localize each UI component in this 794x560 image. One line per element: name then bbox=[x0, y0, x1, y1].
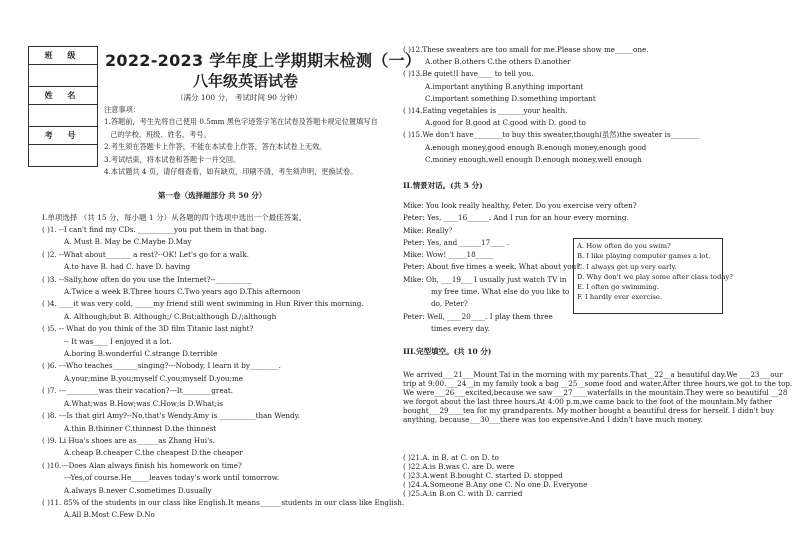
question-line: A.other B.others C.the others D.another bbox=[425, 57, 571, 67]
note-line: 3.考试结束，将本试卷和答题卡一并交回。 bbox=[104, 154, 241, 164]
name-blank[interactable] bbox=[29, 105, 98, 127]
question-line: ( )7. ---_________was their vacation?---It________great. bbox=[42, 386, 234, 396]
section1-heading: I.单项选择 （共 15 分，每小题 1 分）从各题的四个选项中选出一个最佳答案。 bbox=[42, 213, 307, 222]
cloze-passage bbox=[403, 370, 792, 424]
dialogue-option: B. I like playing computer games a lot. bbox=[577, 252, 711, 261]
dialogue-line: Peter: Yes, ____16______. And I run for an hour every morning. bbox=[403, 213, 629, 223]
class-label: 班 级 bbox=[29, 47, 98, 65]
question-line: ( )2. --What about_______ a rest?--OK! Let's go for a walk. bbox=[42, 249, 249, 259]
question-line: A. Must B. May be C.Maybe D.May bbox=[64, 237, 192, 247]
question-line: ( )5. -- What do you think of the 3D film Titanic last night? bbox=[42, 324, 254, 334]
question-line: ( )11. 85% of the students in our class like English.It means______students in our class like English. bbox=[42, 497, 405, 507]
question-line: ( )4. ____it was very cold, _____my friend still went swimming in Hun River this morning. bbox=[42, 299, 364, 309]
dialogue-option: D. Why don't we play some after class today? bbox=[577, 272, 733, 281]
dialogue-line: do, Peter? bbox=[431, 299, 468, 309]
question-line: A.enough money,good enough B.enough money,enough good bbox=[425, 142, 647, 152]
dialogue-option: C. I always get up very early. bbox=[577, 262, 677, 271]
dialogue-line: Mike: Really？ bbox=[403, 225, 456, 235]
question-line: ( )6. ---Who teaches_______singing?---Nobody, I learn it by________. bbox=[42, 361, 281, 371]
dialogue-line: times every day. bbox=[431, 323, 490, 333]
question-line: A.What;was B.How;was C.How;is D.What;is bbox=[64, 398, 224, 408]
question-line: -- It was____ I enjoyed it a lot. bbox=[64, 336, 172, 346]
cloze-choices bbox=[403, 453, 587, 498]
part1-heading: 第一卷（选择题部分 共 50 分） bbox=[158, 191, 267, 200]
note-line: 4.本试题共 4 页，请仔细查看，如有缺页，印刷不清，考生须声明，更换试卷。 bbox=[104, 167, 358, 176]
mcq-right-column bbox=[403, 44, 699, 166]
seal-table bbox=[28, 46, 98, 167]
question-line: A.boring B.wonderful C.strange D.terrible bbox=[64, 349, 218, 359]
dialogue-option: E. I often go swimming. bbox=[577, 283, 660, 292]
question-line: ( )12.These sweaters are too small for me.Please show me_____one. bbox=[403, 45, 649, 54]
question-line: A.important anything B.anything important bbox=[425, 81, 584, 91]
section2-heading: II.情景对话。(共 5 分) bbox=[403, 181, 483, 190]
choice-line: ( )24.A.Someone B.Any one C. No one D. Everyone bbox=[403, 480, 588, 489]
mcq-left-column bbox=[42, 224, 404, 522]
dialogue-options-box bbox=[573, 238, 733, 314]
dialogue-line: Mike: You look really healthy, Peter. Do you exercise very often? bbox=[403, 201, 637, 210]
question-line: A.your;mine B.you;myself C.you;myself D.you;me bbox=[64, 373, 244, 383]
question-line: ( )8. ---Is that girl Amy?--No,that's Wendy.Amy is __________than Wendy. bbox=[42, 411, 300, 421]
question-line: ( )9. Li Hua's shoes are as______as Zhang Hui's. bbox=[42, 435, 216, 445]
question-line: ( )14.Eating vegetables is _______your health. bbox=[403, 106, 568, 116]
question-line: ( )13.Be quiet!I have____ to tell you. bbox=[403, 69, 534, 79]
question-line: A.cheap B.cheaper C.the cheapest D.the cheaper bbox=[64, 448, 243, 458]
note-line: 2.考生须在答题卡上作答，不能在本试卷上作答，答在本试卷上无效。 bbox=[104, 142, 327, 151]
dialogue-option: A. How often do you swim? bbox=[577, 242, 671, 250]
question-line: ---Yes,of course.He_____leaves today's work until tomorrow. bbox=[64, 473, 280, 483]
notes-heading: 注意事项： bbox=[104, 105, 140, 114]
passage-line: trip at 9:00.___24__in my family took a bag __25__some food and water.After three hours,we got to the top. bbox=[403, 379, 793, 388]
question-line: ( )15.We don't have________to buy this sweater,though(虽然)the sweater is________ bbox=[403, 130, 700, 140]
passage-line: We were___26___excited,because we saw___27____waterfalls in the mountain.They were so beautiful __28 bbox=[403, 388, 788, 397]
choice-line: ( )23.A.went B.bought C. started D. stopped bbox=[403, 471, 563, 480]
passage-line: anything, because___30___there was too expensive.And I didn't have much money. bbox=[403, 415, 703, 424]
question-line: A.Twice a week B.Three hours C.Two years ago D.This afternoon bbox=[64, 287, 301, 297]
section3-heading: III.完型填空。(共 10 分) bbox=[403, 347, 492, 356]
notes-list bbox=[104, 116, 378, 179]
dialogue-line: Peter: Well, ____20____. I play them three bbox=[403, 311, 553, 321]
question-line: ( )3. --Sally,how often do you use the Internet?--__________ bbox=[42, 274, 252, 284]
question-line: A.to have B. had C. have D. having bbox=[64, 262, 191, 272]
question-line: A.All B.Most C.Few D.No bbox=[64, 510, 155, 520]
id-label: 考 号 bbox=[29, 127, 98, 145]
question-line: A.thin B.thinner C.thinnest D.the thinnest bbox=[64, 423, 217, 433]
dialogue-line: Mike: Wow! _____18_____ bbox=[403, 250, 494, 260]
note-line: 1.答题前，考生先将自己使用 0.5mm 黑色字迹签字笔在试卷及答题卡规定位置填写自 bbox=[104, 117, 378, 126]
dialogue-option: F. I hardly ever exercise. bbox=[577, 293, 663, 302]
score-time: （满分 100 分， 考试时间 90 分钟） bbox=[176, 93, 302, 102]
class-blank[interactable] bbox=[29, 65, 98, 87]
note-line: 己的学校、班级、姓名、考号。 bbox=[110, 129, 211, 139]
question-line: A.always B.never C.sometimes D.usually bbox=[64, 485, 212, 495]
question-line: ( )10.---Does Alan always finish his homework on time? bbox=[42, 460, 242, 470]
passage-line: bought___29____tea for my grandparents. My mother bought a beautiful dress for herself. I didn't buy bbox=[403, 406, 775, 415]
question-line: C.money enough,well enough D.enough money,well enough bbox=[425, 154, 642, 164]
exam-title: 2022-2023 学年度上学期期末检测（一） bbox=[105, 51, 422, 70]
choice-line: ( )21.A. in B. at C. on D. to bbox=[403, 453, 499, 462]
question-line: C.important something D.something important bbox=[425, 93, 596, 103]
dialogue-line: Peter: About five times a week. What about you? bbox=[403, 262, 581, 272]
exam-subtitle: 八年级英语试卷 bbox=[193, 72, 299, 90]
choice-line: ( )25.A.in B.on C. with D. carried bbox=[403, 489, 523, 498]
dialogue-line: Mike: Oh, ___19___ I usually just watch TV in bbox=[403, 274, 567, 284]
passage-line: we forgot about the last three hours.At 4:00 p.m,we came back to the foot of the mountain.My father bbox=[403, 397, 773, 406]
dialogue-line: my free time. What else do you like to bbox=[431, 287, 570, 297]
passage-line: We arrived___21___Mount Tai in the morning with my parents.That__22__a beautiful day.We ___23___our bbox=[403, 370, 783, 379]
question-line: ( )1. --I can't find my CDs. __________you put them in that bag. bbox=[42, 225, 267, 234]
id-blank[interactable] bbox=[29, 145, 98, 167]
question-line: A. Although;but B. Although;/ C.But;although D./;although bbox=[64, 311, 277, 321]
question-line: A.good for B.good at C.good with D. good to bbox=[425, 118, 586, 128]
choice-line: ( )22.A.is B.was C. are D. were bbox=[403, 462, 515, 471]
name-label: 姓 名 bbox=[29, 87, 98, 105]
dialogue-line: Peter: Yes, and ______17____ . bbox=[403, 237, 510, 247]
